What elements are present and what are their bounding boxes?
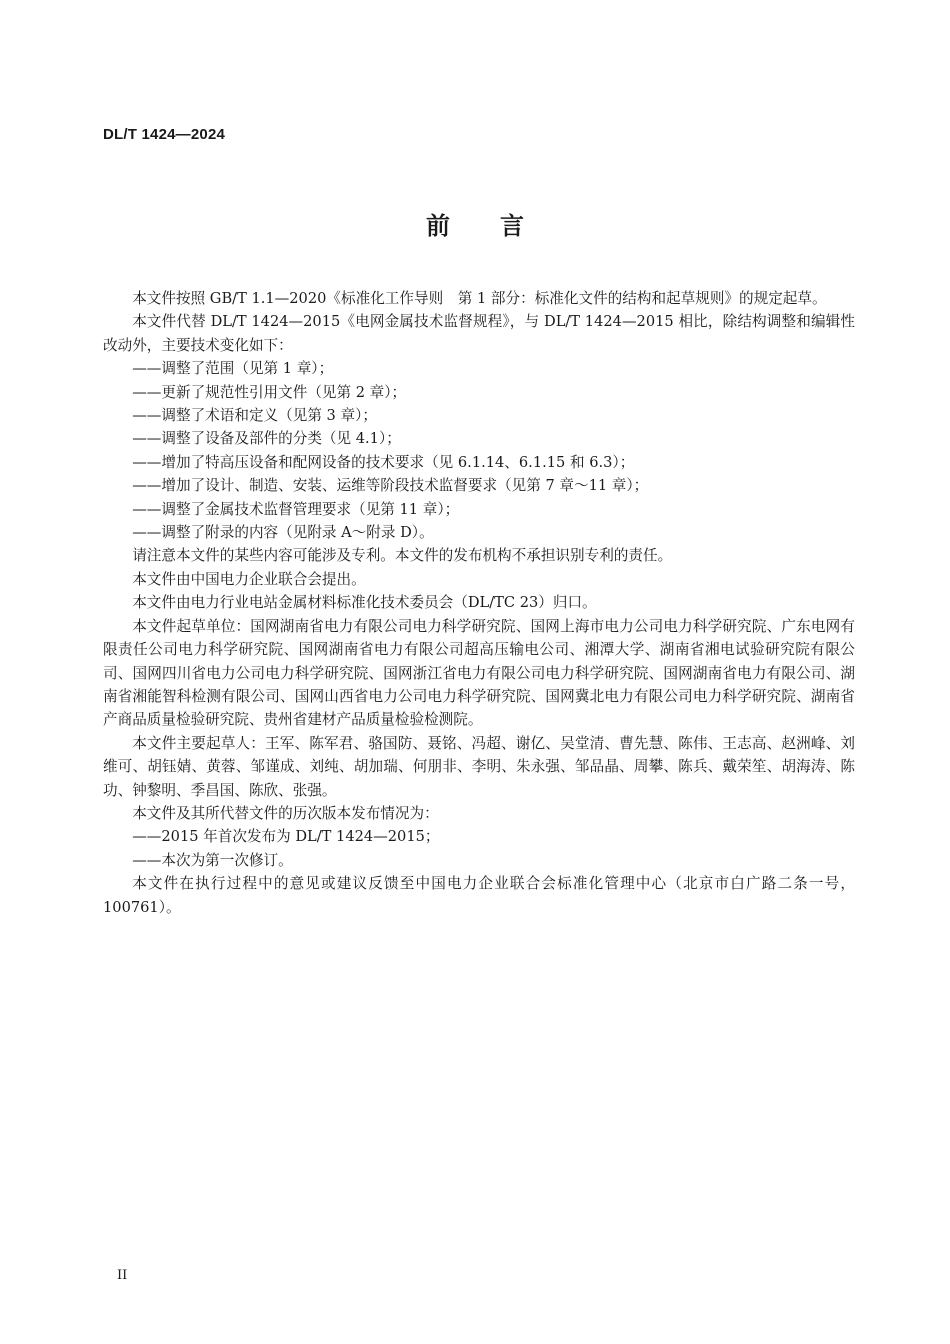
proposer-statement: 本文件由中国电力企业联合会提出。 xyxy=(132,570,366,588)
change-list-item: ——调整了附录的内容（见附录 A～附录 D）。 xyxy=(132,524,434,542)
feedback-statement: 本文件在执行过程中的意见或建议反馈至中国电力企业联合会标准化管理中心（北京市白广路二条一号，100761）。 xyxy=(103,875,855,916)
change-list-item: ——更新了规范性引用文件（见第 2 章）； xyxy=(132,383,407,401)
committee-statement: 本文件由电力行业电站金属材料标准化技术委员会（DL/TC 23）归口。 xyxy=(132,594,597,612)
page-title: 前言 xyxy=(426,212,574,240)
document-code: DL/T 1424—2024 xyxy=(103,126,226,143)
change-list-item: ——调整了金属技术监督管理要求（见第 11 章）； xyxy=(132,500,460,518)
version-history-item: ——2015 年首次发布为 DL/T 1424—2015； xyxy=(132,828,440,846)
foreword-body xyxy=(103,287,855,919)
version-history-item: ——本次为第一次修订。 xyxy=(132,851,293,869)
paragraph: 本文件按照 GB/T 1.1—2020《标准化工作导则 第 1 部分：标准化文件的结构和起草规则》的规定起草。 xyxy=(132,290,827,307)
change-list-item: ——增加了特高压设备和配网设备的技术要求（见 6.1.14、6.1.15 和 6.3）； xyxy=(132,453,635,471)
change-list-item: ——调整了术语和定义（见第 3 章）； xyxy=(132,407,377,425)
paragraph: 本文件代替 DL/T 1424—2015《电网金属技术监督规程》，与 DL/T 1424—2015 相比，除结构调整和编辑性改动外，主要技术变化如下： xyxy=(103,313,855,354)
change-list-item: ——调整了设备及部件的分类（见 4.1）； xyxy=(132,430,401,448)
patent-notice: 请注意本文件的某些内容可能涉及专利。本文件的发布机构不承担识别专利的责任。 xyxy=(132,547,673,565)
page-number: II xyxy=(117,1268,128,1283)
change-list-item: ——增加了设计、制造、安装、运维等阶段技术监督要求（见第 7 章～11 章）； xyxy=(132,477,649,495)
drafting-units: 本文件起草单位：国网湖南省电力有限公司电力科学研究院、国网上海市电力公司电力科学研究院、广东电网有限责任公司电力科学研究院、国网湖南省电力有限公司超高压输电公司、湘潭大学、湖南省湘电试验研究院有限公司、国网四川省电力公司电力科学研究院、国网浙江省电力有限公司电力科学研究院、国网湖南省电力有限公司、湖南省湘能智科检测有限公司、国网山西省电力公司电力科学研究院、国网冀北电力有限公司电力科学研究院、湖南省产商品质量检验研究院、贵州省建材产品质量检验检测院。 xyxy=(103,617,855,729)
drafters: 本文件主要起草人：王军、陈军君、骆国防、聂铭、冯超、谢亿、吴堂清、曹先慧、陈伟、王志高、赵洲峰、刘维可、胡钰婧、黄蓉、邹谨成、刘纯、胡加瑞、何朋非、李明、朱永强、邹品晶、周攀、陈兵、戴荣笙、胡海涛、陈功、钟黎明、季昌国、陈欣、张强。 xyxy=(103,734,855,799)
change-list-item: ——调整了范围（见第 1 章）； xyxy=(132,360,334,378)
version-history-intro: 本文件及其所代替文件的历次版本发布情况为： xyxy=(132,804,439,822)
